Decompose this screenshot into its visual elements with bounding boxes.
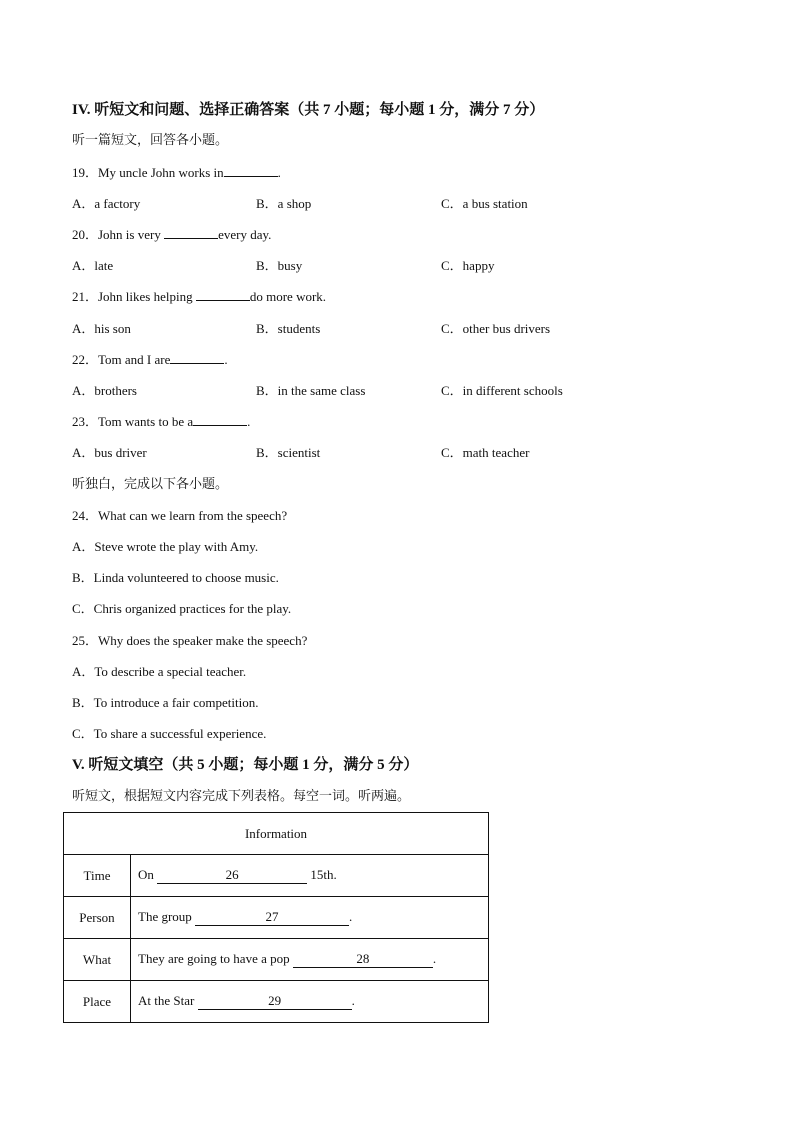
question-19-option-a: A．a factory	[72, 196, 141, 211]
table-row	[64, 855, 489, 897]
question-20-option-b: B．busy	[256, 258, 303, 273]
row-suffix: .	[351, 993, 355, 1008]
question-20-option-c: C．happy	[441, 258, 495, 273]
question-21-option-b: B．students	[256, 321, 321, 336]
question-21	[72, 288, 326, 306]
row-prefix: The group	[138, 909, 196, 924]
question-21-option-a: A．his son	[72, 321, 131, 336]
question-25-option-a: A．To describe a special teacher.	[72, 664, 247, 679]
answer-blank	[224, 164, 278, 177]
question-19-option-b: B．a shop	[256, 196, 312, 211]
question-22	[72, 351, 228, 369]
section-5-instruction: 听短文，根据短文内容完成下列表格。每空一词。听两遍。	[72, 789, 411, 804]
row-label: Place	[64, 981, 131, 1023]
question-24-option-a: A．Steve wrote the play with Amy.	[72, 539, 259, 554]
question-24-stem: 24．What can we learn from the speech?	[72, 508, 288, 523]
row-label: Person	[64, 897, 131, 939]
answer-blank-28[interactable]: 28	[293, 951, 433, 968]
question-21-stem: 21．John likes helping	[72, 289, 196, 304]
row-label: Time	[64, 855, 131, 897]
question-19-end: .	[277, 165, 281, 180]
question-25-option-b: B．To introduce a fair competition.	[72, 695, 259, 710]
question-20	[72, 226, 271, 244]
answer-blank-29[interactable]: 29	[198, 993, 352, 1010]
table-row	[64, 897, 489, 939]
question-23-end: .	[247, 414, 251, 429]
question-19-option-c: C．a bus station	[441, 196, 528, 211]
row-prefix: On	[138, 867, 158, 882]
row-value	[131, 981, 489, 1023]
table-header-row	[64, 813, 489, 855]
question-25-stem: 25．Why does the speaker make the speech?	[72, 633, 308, 648]
question-20-option-a: A．late	[72, 258, 114, 273]
answer-blank	[196, 288, 250, 301]
question-24-option-c: C．Chris organized practices for the play.	[72, 601, 292, 616]
row-value	[131, 897, 489, 939]
section-4-instruction: 听一篇短文，回答各小题。	[72, 133, 229, 148]
row-value	[131, 855, 489, 897]
question-20-end: every day.	[218, 227, 272, 242]
row-suffix: 15th.	[307, 867, 337, 882]
row-label: What	[64, 939, 131, 981]
section-4-heading: IV. 听短文和问题、选择正确答案（共 7 小题；每小题 1 分，满分 7 分）	[72, 102, 545, 118]
row-prefix: They are going to have a pop	[138, 951, 293, 966]
row-suffix: .	[432, 951, 437, 966]
information-table	[63, 812, 489, 1023]
table-header: Information	[64, 813, 489, 855]
table-row	[64, 939, 489, 981]
table-row	[64, 981, 489, 1023]
question-24-option-b: B．Linda volunteered to choose music.	[72, 570, 279, 585]
question-22-end: .	[224, 352, 228, 367]
question-19	[72, 164, 281, 182]
answer-blank	[193, 413, 247, 426]
question-23-option-b: B．scientist	[256, 445, 321, 460]
question-19-stem: 19．My uncle John works in	[72, 165, 224, 180]
monologue-instruction: 听独白，完成以下各小题。	[72, 477, 229, 492]
answer-blank	[164, 226, 218, 239]
question-25-option-c: C．To share a successful experience.	[72, 726, 267, 741]
row-suffix: .	[349, 909, 353, 924]
section-5-heading: V. 听短文填空（共 5 小题；每小题 1 分，满分 5 分）	[72, 757, 419, 773]
question-22-option-c: C．in different schools	[441, 383, 563, 398]
question-23-stem: 23．Tom wants to be a	[72, 414, 194, 429]
row-value	[131, 939, 489, 981]
answer-blank	[170, 351, 224, 364]
answer-blank-27[interactable]: 27	[195, 909, 349, 926]
question-21-end: do more work.	[249, 289, 327, 304]
question-23	[72, 413, 250, 431]
answer-blank-26[interactable]: 26	[157, 867, 307, 884]
question-23-option-c: C．math teacher	[441, 445, 530, 460]
question-22-stem: 22．Tom and I are	[72, 352, 171, 367]
question-20-stem: 20．John is very	[72, 227, 165, 242]
question-23-option-a: A．bus driver	[72, 445, 147, 460]
question-21-option-c: C．other bus drivers	[441, 321, 551, 336]
row-prefix: At the Star	[138, 993, 198, 1008]
question-22-option-b: B．in the same class	[256, 383, 366, 398]
question-22-option-a: A．brothers	[72, 383, 137, 398]
